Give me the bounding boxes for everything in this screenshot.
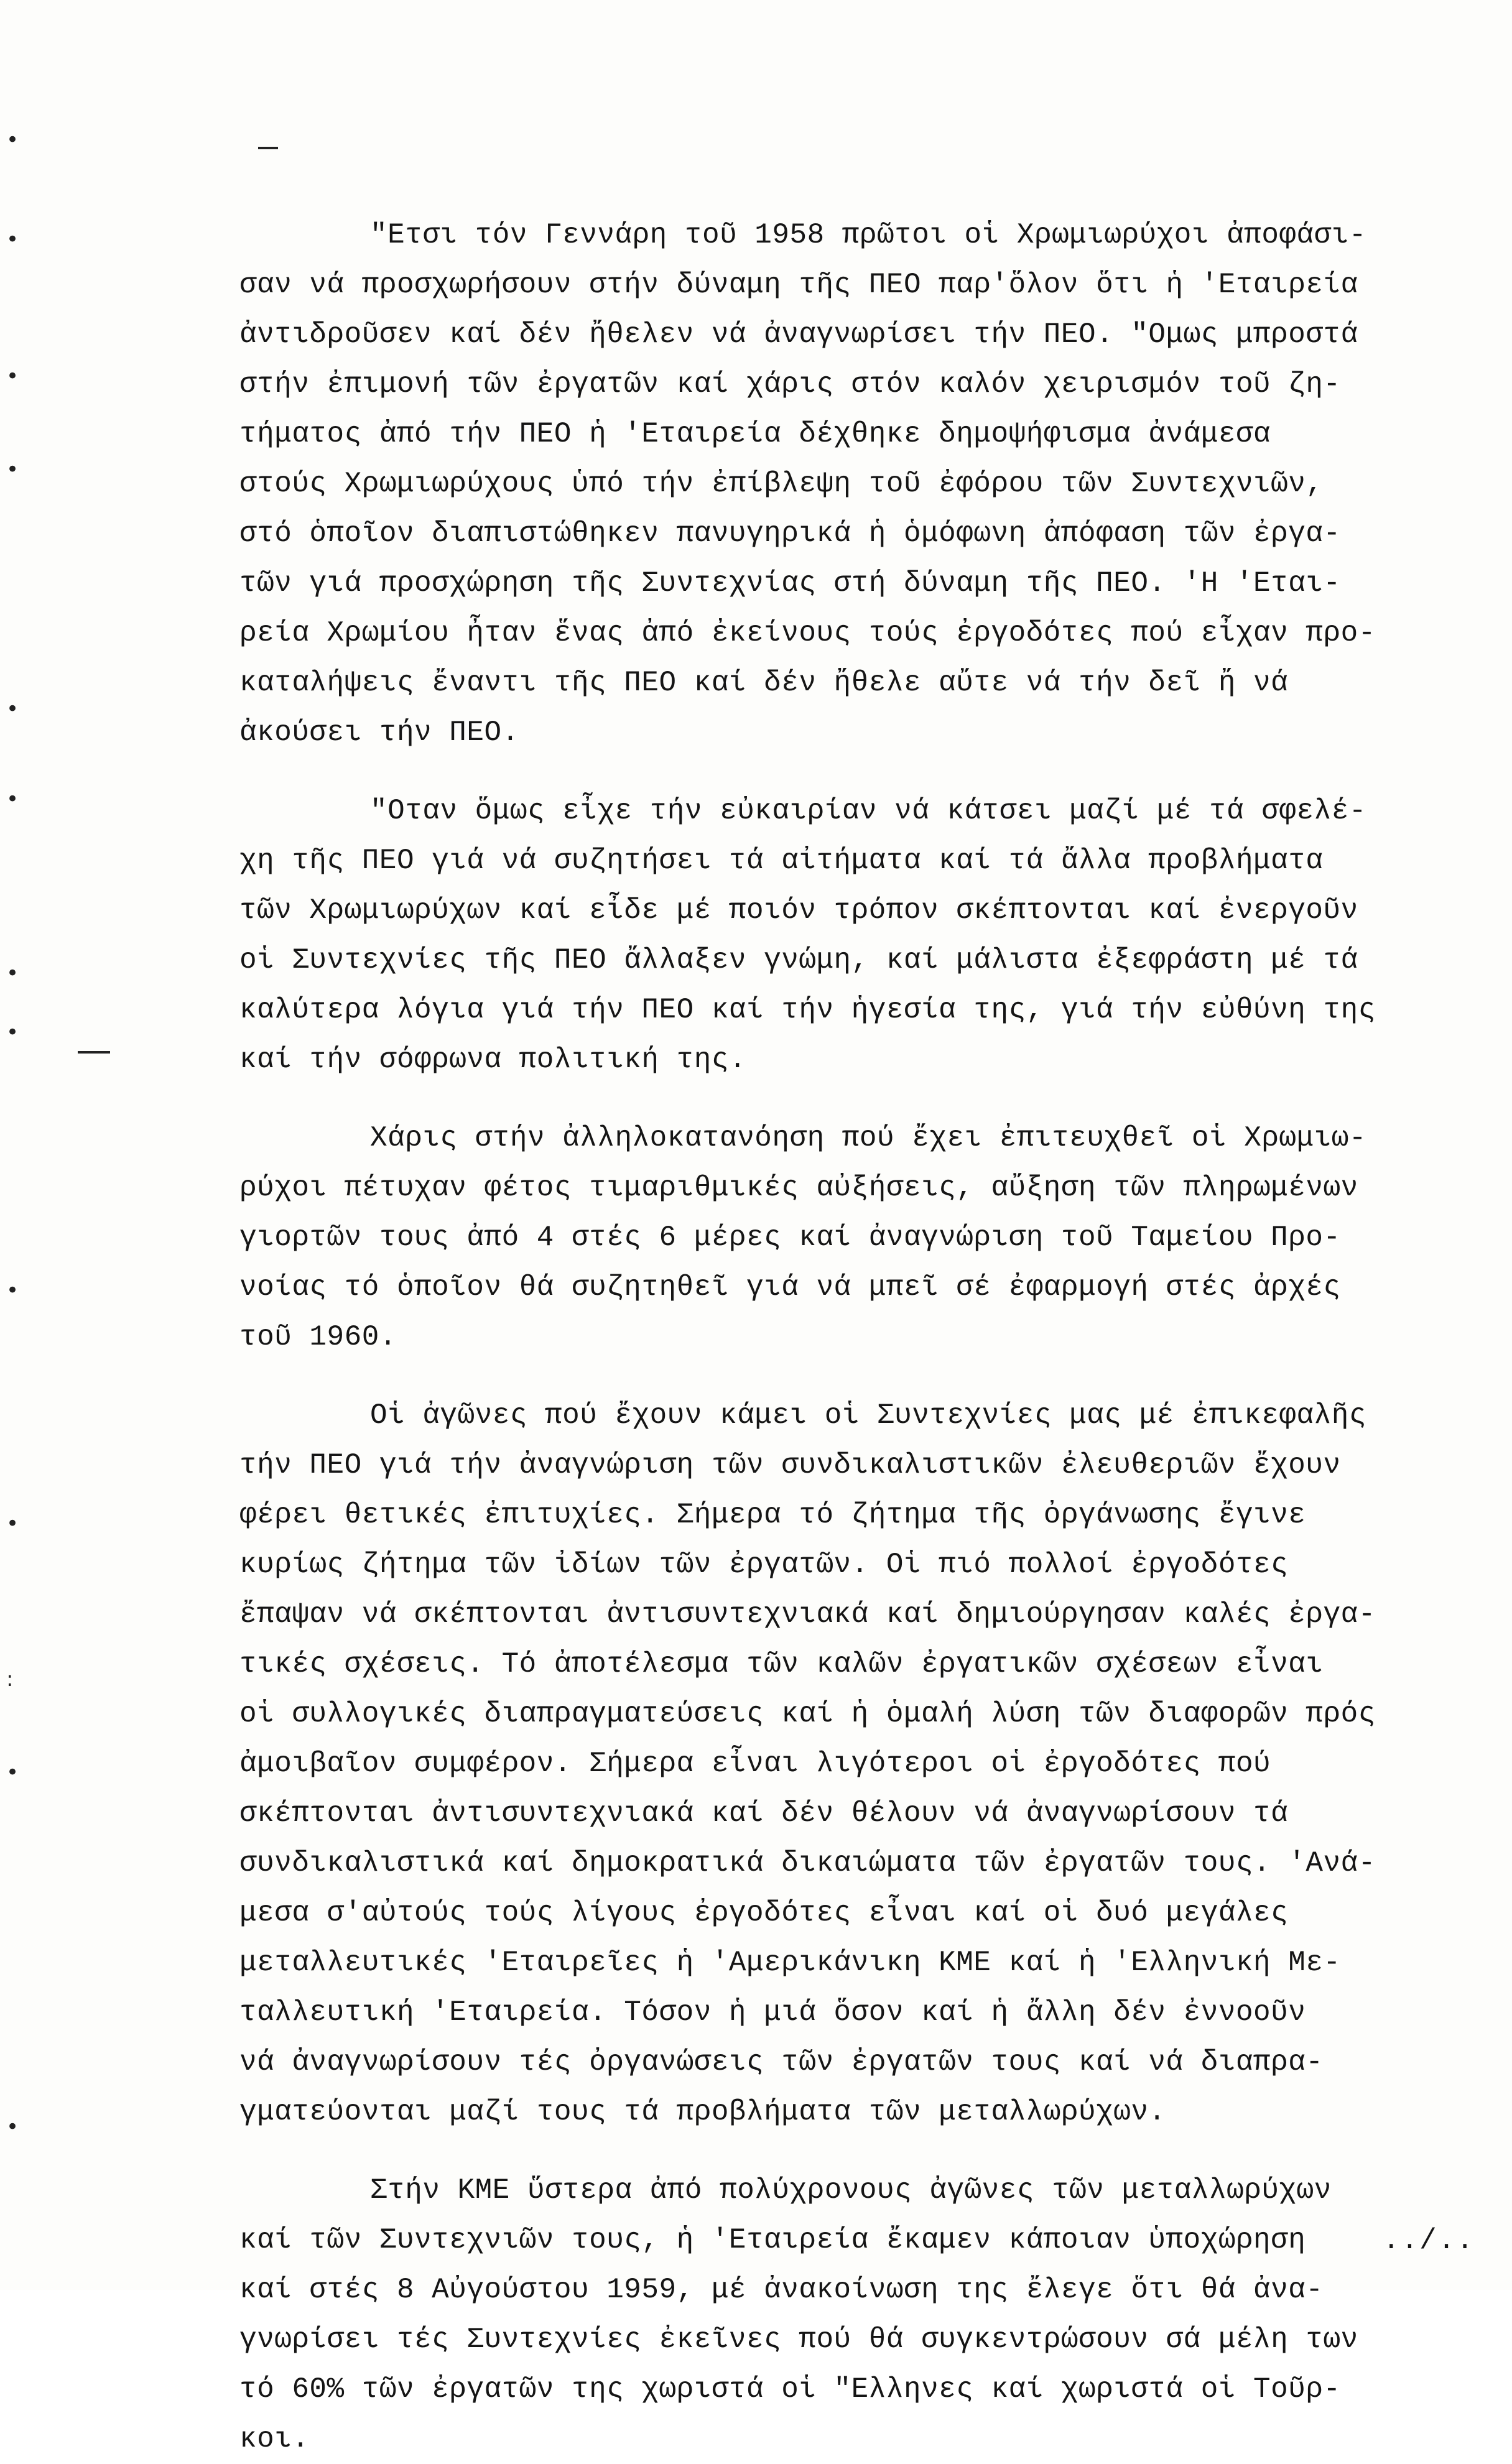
text-line: στούς Χρωμιωρύχους ὑπό τήν ἐπίβλεψη τοῦ ἐφόρου τῶν Συντεχνιῶν, <box>239 468 1324 500</box>
margin-mark: • <box>6 2114 19 2139</box>
text-line: χη τῆς ΠΕΟ γιά νά συζητήσει τά αἰτήματα καί τά ἄλλα προβλήματα <box>239 845 1324 877</box>
paragraph <box>239 786 1477 1085</box>
margin-mark: • <box>6 1760 19 1785</box>
paragraph-gap <box>239 1085 1477 1113</box>
paragraph <box>239 1391 1477 2137</box>
text-line: τήματος ἀπό τήν ΠΕΟ ἡ 'Εταιρεία δέχθηκε δημοψήφισμα ἀνάμεσα <box>239 418 1271 450</box>
text-line: μεταλλευτικές 'Εταιρεῖες ἡ 'Αμερικάνικη ΚΜΕ καί ἡ 'Ελληνική Με- <box>239 1947 1341 1979</box>
margin-mark: : <box>6 1667 14 1692</box>
text-line: μεσα σ'αὐτούς τούς λίγους ἐργοδότες εἶναι καί οἱ δυό μεγάλες <box>239 1897 1289 1929</box>
text-line: γματεύονται μαζί τους τά προβλήματα τῶν μεταλλωρύχων. <box>239 2096 1166 2128</box>
text-line: συνδικαλιστικά καί δημοκρατικά δικαιώματα τῶν ἐργατῶν τους. 'Ανά- <box>239 1847 1376 1879</box>
text-line: γνωρίσει τές Συντεχνίες ἐκεῖνες πού θά συγκεντρώσουν σά μέλη των <box>239 2323 1358 2356</box>
margin-mark: • <box>6 364 19 389</box>
text-line: στό ὁποῖον διαπιστώθηκεν πανυγηρικά ἡ ὁμόφωνη ἀπόφαση τῶν ἐργα- <box>239 517 1341 550</box>
text-line: τό 60% τῶν ἐργατῶν της χωριστά οἱ "Ελληνες καί χωριστά οἱ Τοῦρ- <box>239 2373 1341 2406</box>
left-dash-mark <box>78 1051 110 1054</box>
margin-mark: • <box>6 457 19 482</box>
text-line: σκέπτονται ἀντισυντεχνιακά καί δέν θέλουν νά ἀναγνωρίσουν τά <box>239 1797 1289 1830</box>
text-line: τῶν Χρωμιωρύχων καί εἶδε μέ ποιόν τρόπον σκέπτονται καί ἐνεργοῦν <box>239 894 1358 927</box>
margin-mark: • <box>6 1020 19 1045</box>
paragraph <box>239 210 1477 757</box>
text-line: ταλλευτική 'Εταιρεία. Τόσον ἡ μιά ὅσον καί ἡ ἄλλη δέν ἐννοοῦν <box>239 1996 1306 2029</box>
text-line: Στήν ΚΜΕ ὕστερα ἀπό πολύχρονους ἀγῶνες τῶν μεταλλωρύχων <box>370 2174 1332 2207</box>
margin-mark: • <box>6 1278 19 1303</box>
text-line: Οἱ ἀγῶνες πού ἔχουν κάμει οἱ Συντεχνίες μας μέ ἐπικεφαλῆς <box>370 1399 1366 1432</box>
margin-mark: • <box>6 227 19 252</box>
text-line: σαν νά προσχωρήσουν στήν δύναμη τῆς ΠΕΟ παρ'ὅλον ὅτι ἡ 'Εταιρεία <box>239 269 1358 301</box>
typewritten-body <box>239 210 1477 2464</box>
text-line: ἔπαψαν νά σκέπτονται ἀντισυντεχνιακά καί δημιούργησαν καλές ἐργα- <box>239 1598 1376 1631</box>
paragraph-gap <box>239 2137 1477 2165</box>
text-line: γιορτῶν τους ἀπό 4 στές 6 μέρες καί ἀναγνώριση τοῦ Ταμείου Προ- <box>239 1221 1341 1254</box>
text-line: κυρίως ζήτημα τῶν ἰδίων τῶν ἐργατῶν. Οἱ πιό πολλοί ἐργοδότες <box>239 1549 1289 1581</box>
text-line: τικές σχέσεις. Τό ἀποτέλεσμα τῶν καλῶν ἐργατικῶν σχέσεων εἶναι <box>239 1648 1324 1680</box>
text-line: "Ετσι τόν Γεννάρη τοῦ 1958 πρῶτοι οἱ Χρωμιωρύχοι ἀποφάσι- <box>370 219 1366 251</box>
text-line: τήν ΠΕΟ γιά τήν ἀναγνώριση τῶν συνδικαλιστικῶν ἐλευθεριῶν ἔχουν <box>239 1449 1341 1481</box>
paragraph-gap <box>239 1362 1477 1391</box>
text-line: καί τήν σόφρωνα πολιτική της. <box>239 1044 747 1076</box>
top-dash-mark <box>258 147 278 149</box>
margin-mark: • <box>6 697 19 721</box>
paragraph-gap <box>239 757 1477 786</box>
paragraph <box>239 1113 1477 1362</box>
text-line: νοίας τό ὁποῖον θά συζητηθεῖ γιά νά μπεῖ σέ ἐφαρμογή στές ἀρχές <box>239 1271 1341 1304</box>
text-line: καταλήψεις ἔναντι τῆς ΠΕΟ καί δέν ἤθελε αὔτε νά τήν δεῖ ἤ νά <box>239 667 1289 699</box>
text-line: ἀμοιβαῖον συμφέρον. Σήμερα εἶναι λιγότεροι οἱ ἐργοδότες πού <box>239 1748 1271 1780</box>
text-line: "Οταν ὅμως εἶχε τήν εὐκαιρίαν νά κάτσει μαζί μέ τά σφελέ- <box>370 795 1366 827</box>
text-line: κοι. <box>239 2423 310 2455</box>
text-line: καί στές 8 Αὐγούστου 1959, μέ ἀνακοίνωση της ἔλεγε ὅτι θά ἀνα- <box>239 2274 1324 2306</box>
text-line: τοῦ 1960. <box>239 1321 397 1353</box>
text-line: οἱ Συντεχνίες τῆς ΠΕΟ ἄλλαξεν γνώμη, καί μάλιστα ἐξεφράστη μέ τά <box>239 944 1358 976</box>
text-line: φέρει θετικές ἐπιτυχίες. Σήμερα τό ζήτημα τῆς ὀργάνωσης ἔγινε <box>239 1499 1306 1531</box>
text-line: ἀντιδροῦσεν καί δέν ἤθελεν νά ἀναγνωρίσει τήν ΠΕΟ. "Ομως μπροστά <box>239 318 1358 351</box>
text-line: τῶν γιά προσχώρηση τῆς Συντεχνίας στή δύναμη τῆς ΠΕΟ. 'Η 'Εται- <box>239 567 1341 600</box>
margin-mark: • <box>6 1511 19 1536</box>
page-continuation-mark: ../.. <box>1382 2225 1475 2257</box>
margin-mark: • <box>6 127 19 152</box>
text-line: Χάρις στήν ἀλληλοκατανόηση πού ἔχει ἐπιτευχθεῖ οἱ Χρωμιω- <box>370 1122 1366 1154</box>
text-line: καί τῶν Συντεχνιῶν τους, ἡ 'Εταιρεία ἔκαμεν κάποιαν ὑποχώρηση <box>239 2224 1306 2256</box>
text-line: καλύτερα λόγια γιά τήν ΠΕΟ καί τήν ἡγεσία της, γιά τήν εὐθύνη της <box>239 994 1376 1026</box>
text-line: ρεία Χρωμίου ἦταν ἕνας ἀπό ἐκείνους τούς ἐργοδότες πού εἶχαν προ- <box>239 617 1376 649</box>
text-line: στήν ἐπιμονή τῶν ἐργατῶν καί χάρις στόν καλόν χειρισμόν τοῦ ζη- <box>239 368 1341 401</box>
text-line: οἱ συλλογικές διαπραγματεύσεις καί ἡ ὁμαλή λύση τῶν διαφορῶν πρός <box>239 1698 1376 1730</box>
text-line: ἀκούσει τήν ΠΕΟ. <box>239 716 519 749</box>
text-line: νά ἀναγνωρίσουν τές ὀργανώσεις τῶν ἐργατῶν τους καί νά διαπρα- <box>239 2046 1324 2078</box>
margin-mark: • <box>6 961 19 986</box>
paragraph <box>239 2165 1477 2464</box>
margin-mark: • <box>6 787 19 812</box>
text-line: ρύχοι πέτυχαν φέτος τιμαριθμικές αὐξήσεις, αὔξηση τῶν πληρωμένων <box>239 1172 1358 1204</box>
